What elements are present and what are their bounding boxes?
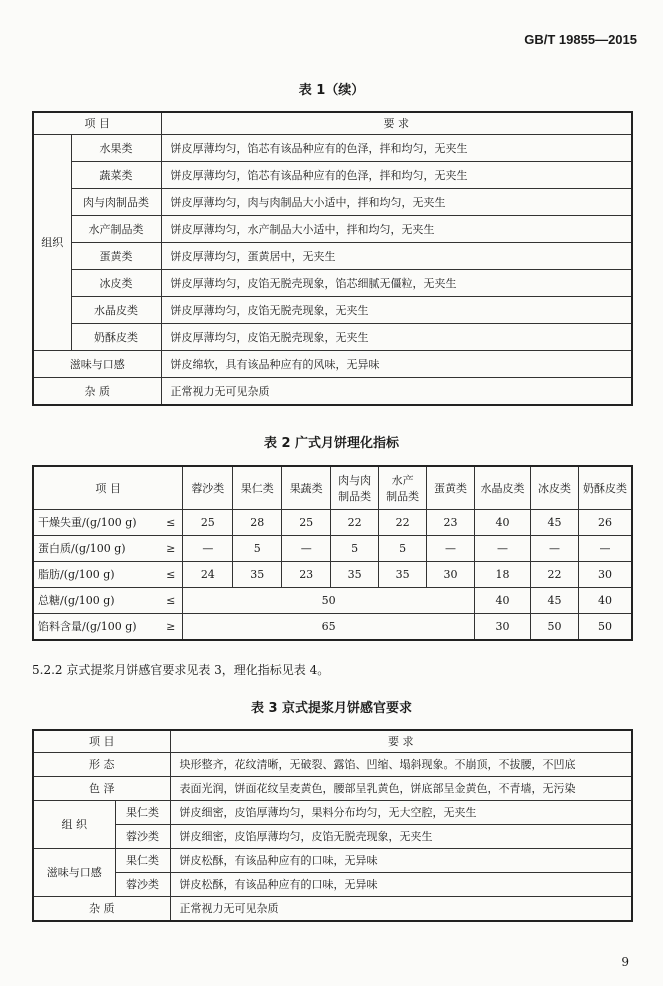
t2-row-label: 干燥失重/(g/100 g): [33, 509, 158, 535]
t2-col-line: 肉与肉: [338, 473, 372, 487]
t2-row-label: 蛋白质/(g/100 g): [33, 535, 158, 561]
t2-col-head: [579, 466, 633, 509]
table3: [32, 729, 633, 922]
t3-org-label: 组 织: [33, 800, 115, 848]
t1-row-req: 饼皮厚薄均匀，皮馅无脱壳现象，无夹生: [161, 323, 632, 350]
t2-cell: 5: [331, 535, 379, 561]
t1-row-name: 奶酥皮类: [71, 323, 161, 350]
t3-taste-name: 蓉沙类: [115, 872, 170, 896]
t2-col-head: [475, 466, 531, 509]
table1-caption: 表 1（续）: [298, 83, 365, 98]
t2-col-head: [530, 466, 578, 509]
clause-5-2-2: 5.2.2 京式提浆月饼感官要求见表 3，理化指标见表 4。: [32, 663, 330, 677]
t2-cell: —: [282, 535, 331, 561]
t2-cell: 22: [530, 561, 578, 587]
t2-col-head: [379, 466, 427, 509]
t2-cell: 35: [379, 561, 427, 587]
t1-row-req: 饼皮厚薄均匀，皮馅无脱壳现象，馅芯细腻无僵粒，无夹生: [161, 269, 632, 296]
t2-col-line: 蛋黄类: [434, 481, 468, 495]
t2-cell: 26: [579, 509, 633, 535]
t2-cell: 24: [183, 561, 233, 587]
t2-cell: 30: [427, 561, 475, 587]
t1-row-req: 饼皮厚薄均匀，皮馅无脱壳现象，无夹生: [161, 296, 632, 323]
t1-row-name: 蛋黄类: [71, 242, 161, 269]
t2-col-line: 果仁类: [240, 481, 274, 495]
t1-impurity-req: 正常视力无可见杂质: [161, 377, 632, 405]
t2-col-line: 制品类: [338, 489, 372, 503]
t2-col-head: [427, 466, 475, 509]
t1-taste-req: 饼皮绵软，具有该品种应有的风味，无异味: [161, 350, 632, 377]
t3-org-req: 饼皮细密，皮馅厚薄均匀，果料分布均匀，无大空腔，无夹生: [170, 800, 632, 824]
t2-merged-cell: 65: [183, 613, 475, 640]
t1-row-name: 水晶皮类: [71, 296, 161, 323]
t2-cell: 25: [183, 509, 233, 535]
t2-head-item: 项 目: [33, 466, 183, 509]
t3-taste-name: 果仁类: [115, 848, 170, 872]
t3-org-name: 果仁类: [115, 800, 170, 824]
t2-cell: 50: [530, 613, 578, 640]
t2-cell: 35: [233, 561, 282, 587]
t2-cell: —: [427, 535, 475, 561]
t1-taste-label: 滋味与口感: [33, 350, 161, 377]
t2-cell: 50: [579, 613, 633, 640]
t3-head-req: 要 求: [170, 730, 632, 752]
t1-row-name: 肉与肉制品类: [71, 188, 161, 215]
t3-org-name: 蓉沙类: [115, 824, 170, 848]
t1-impurity-label: 杂 质: [33, 377, 161, 405]
t2-col-line: 果蔬类: [289, 481, 323, 495]
t2-col-line: 制品类: [386, 489, 420, 503]
t2-row-op: ≥: [158, 535, 183, 561]
table3-caption: 表 3 京式提浆月饼感官要求: [250, 701, 413, 716]
t2-cell: 45: [530, 587, 578, 613]
t1-row-name: 冰皮类: [71, 269, 161, 296]
t2-cell: 40: [475, 509, 531, 535]
t2-cell: 23: [282, 561, 331, 587]
t2-cell: 22: [379, 509, 427, 535]
t1-group-label: 组织: [33, 134, 71, 350]
t2-cell: 30: [475, 613, 531, 640]
t1-row-req: 饼皮厚薄均匀，水产制品大小适中，拌和均匀，无夹生: [161, 215, 632, 242]
t1-row-req: 饼皮厚薄均匀，肉与肉制品大小适中，拌和均匀，无夹生: [161, 188, 632, 215]
t2-merged-cell: 50: [183, 587, 475, 613]
t1-head-req: 要 求: [161, 112, 632, 134]
t2-cell: 5: [233, 535, 282, 561]
t2-cell: 23: [427, 509, 475, 535]
t1-row-name: 水产制品类: [71, 215, 161, 242]
table2: [32, 465, 633, 641]
t2-col-head: [233, 466, 282, 509]
t2-row-label: 总糖/(g/100 g): [33, 587, 158, 613]
t2-col-head: [331, 466, 379, 509]
t2-cell: 22: [331, 509, 379, 535]
t2-cell: —: [475, 535, 531, 561]
page-number: 9: [621, 955, 629, 969]
t2-col-line: 水晶皮类: [480, 481, 525, 495]
t3-color-req: 表面光润，饼面花纹呈麦黄色，腰部呈乳黄色，饼底部呈金黄色，不青墙，无污染: [170, 776, 632, 800]
t3-impurity-label: 杂 质: [33, 896, 170, 921]
t2-cell: 5: [379, 535, 427, 561]
t2-cell: —: [579, 535, 633, 561]
t2-cell: 40: [579, 587, 633, 613]
t1-head-item: 项 目: [33, 112, 161, 134]
t2-row-label: 馅料含量/(g/100 g): [33, 613, 158, 640]
t2-row-op: ≤: [158, 509, 183, 535]
t3-taste-label: 滋味与口感: [33, 848, 115, 896]
t3-shape-req: 块形整齐，花纹清晰，无破裂、露馅、凹缩、塌斜现象。不崩顶，不拔腰，不凹底: [170, 752, 632, 776]
t1-row-req: 饼皮厚薄均匀，馅芯有该品种应有的色泽，拌和均匀，无夹生: [161, 161, 632, 188]
t2-row-op: ≥: [158, 613, 183, 640]
t2-cell: 40: [475, 587, 531, 613]
t2-cell: —: [183, 535, 233, 561]
t2-cell: 28: [233, 509, 282, 535]
t2-col-line: 水产: [391, 473, 414, 487]
t2-cell: 18: [475, 561, 531, 587]
table1: [32, 111, 633, 406]
t1-row-name: 蔬菜类: [71, 161, 161, 188]
standard-number: GB/T 19855—2015: [524, 32, 637, 47]
t3-head-item: 项 目: [33, 730, 170, 752]
t2-cell: —: [530, 535, 578, 561]
t3-org-req: 饼皮细密，皮馅厚薄均匀，皮馅无脱壳现象，无夹生: [170, 824, 632, 848]
t3-taste-req: 饼皮松酥，有该品种应有的口味，无异味: [170, 872, 632, 896]
t2-cell: 45: [530, 509, 578, 535]
t2-row-label: 脂肪/(g/100 g): [33, 561, 158, 587]
t2-col-head: [183, 466, 233, 509]
t2-row-op: ≤: [158, 561, 183, 587]
t3-shape-label: 形 态: [33, 752, 170, 776]
t2-col-line: 奶酥皮类: [583, 481, 627, 495]
t3-color-label: 色 泽: [33, 776, 170, 800]
t1-row-req: 饼皮厚薄均匀，蛋黄居中，无夹生: [161, 242, 632, 269]
t2-cell: 30: [579, 561, 633, 587]
t2-cell: 35: [331, 561, 379, 587]
t2-row-op: ≤: [158, 587, 183, 613]
t3-taste-req: 饼皮松酥，有该品种应有的口味，无异味: [170, 848, 632, 872]
t2-col-head: [282, 466, 331, 509]
t1-row-name: 水果类: [71, 134, 161, 161]
t1-row-req: 饼皮厚薄均匀，馅芯有该品种应有的色泽，拌和均匀，无夹生: [161, 134, 632, 161]
t2-col-line: 蓉沙类: [191, 481, 225, 495]
t3-impurity-req: 正常视力无可见杂质: [170, 896, 632, 921]
table2-caption: 表 2 广式月饼理化指标: [263, 436, 400, 451]
t2-cell: 25: [282, 509, 331, 535]
t2-col-line: 冰皮类: [537, 481, 571, 495]
